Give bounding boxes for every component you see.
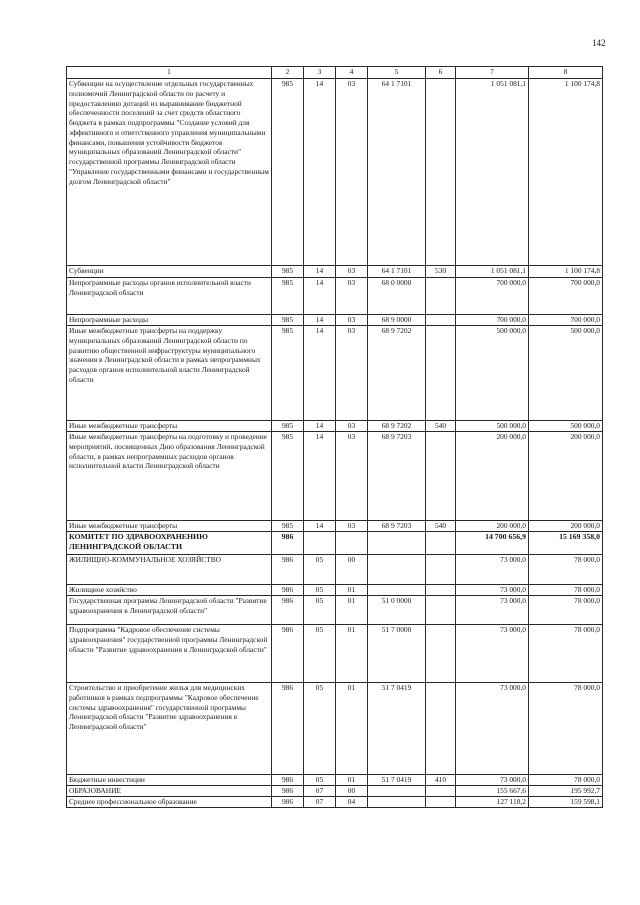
row-value-cell: 985 <box>272 79 304 266</box>
row-value-cell: 540 <box>426 521 456 532</box>
row-name-cell: Подпрограмма "Кадровое обеспечение системы здравоохранения" государственной программы Ленинградской области "Развитие здравоохранения в Ленинградской области" <box>67 625 272 683</box>
row-value-cell: 78 000,0 <box>529 596 603 625</box>
row-name-cell: Среднее профессиональное образование <box>67 797 272 808</box>
row-value-cell: 03 <box>336 521 368 532</box>
row-value-cell: 14 <box>304 79 336 266</box>
row-value-cell: 986 <box>272 683 304 775</box>
row-value-cell <box>426 585 456 596</box>
row-value-cell: 68 9 7203 <box>368 521 426 532</box>
row-name-cell: Непрограммные расходы органов исполнительной власти Ленинградской области <box>67 278 272 315</box>
row-value-cell: 200 000,0 <box>529 521 603 532</box>
row-value-cell: 1 051 081,1 <box>456 79 529 266</box>
row-value-cell: 14 <box>304 315 336 326</box>
row-value-cell: 15 169 358,0 <box>529 532 603 555</box>
row-value-cell: 03 <box>336 421 368 432</box>
row-value-cell: 68 9 7203 <box>368 432 426 521</box>
row-value-cell <box>426 797 456 808</box>
table-row <box>67 683 603 775</box>
row-value-cell: 530 <box>426 266 456 278</box>
row-value-cell: 03 <box>336 278 368 315</box>
row-value-cell: 700 000,0 <box>456 278 529 315</box>
row-value-cell: 985 <box>272 421 304 432</box>
row-value-cell <box>368 532 426 555</box>
row-value-cell: 05 <box>304 683 336 775</box>
row-value-cell: 159 598,1 <box>529 797 603 808</box>
row-value-cell: 500 000,0 <box>529 421 603 432</box>
row-value-cell: 985 <box>272 266 304 278</box>
row-name-cell: Строительство и приобретение жилья для медицинских работников в рамках подпрограммы "Кадровое обеспечение системы здравоохранения" государственной программы Ленинградской области "Развитие здравоохранения в Ленинградской области" <box>67 683 272 775</box>
row-value-cell: 01 <box>336 625 368 683</box>
row-name-cell: Жилищное хозяйство <box>67 585 272 596</box>
row-value-cell: 986 <box>272 596 304 625</box>
column-header: 8 <box>529 67 603 79</box>
row-value-cell: 985 <box>272 521 304 532</box>
table-row <box>67 625 603 683</box>
row-value-cell <box>426 326 456 421</box>
row-value-cell: 700 000,0 <box>456 315 529 326</box>
row-value-cell <box>426 532 456 555</box>
row-value-cell: 05 <box>304 555 336 585</box>
row-value-cell: 700 000,0 <box>529 315 603 326</box>
row-value-cell <box>426 786 456 797</box>
row-name-cell: Иные межбюджетные трансферты <box>67 421 272 432</box>
row-value-cell: 14 <box>304 266 336 278</box>
row-value-cell: 986 <box>272 775 304 786</box>
row-name-cell: Непрограммные расходы <box>67 315 272 326</box>
row-value-cell: 14 <box>304 421 336 432</box>
row-value-cell: 78 000,0 <box>529 625 603 683</box>
row-value-cell: 01 <box>336 585 368 596</box>
row-value-cell: 05 <box>304 775 336 786</box>
row-value-cell: 68 9 7202 <box>368 326 426 421</box>
row-value-cell: 200 000,0 <box>456 521 529 532</box>
row-value-cell: 73 000,0 <box>456 596 529 625</box>
row-value-cell: 05 <box>304 625 336 683</box>
row-name-cell: Бюджетные инвестиции <box>67 775 272 786</box>
table-row <box>67 326 603 421</box>
row-name-cell: ЖИЛИЩНО-КОММУНАЛЬНОЕ ХОЗЯЙСТВО <box>67 555 272 585</box>
row-value-cell: 200 000,0 <box>529 432 603 521</box>
row-value-cell: 200 000,0 <box>456 432 529 521</box>
row-value-cell: 985 <box>272 326 304 421</box>
row-value-cell: 68 9 0000 <box>368 315 426 326</box>
row-name-cell: Субвенции <box>67 266 272 278</box>
row-value-cell: 07 <box>304 797 336 808</box>
row-value-cell: 986 <box>272 532 304 555</box>
row-value-cell: 68 9 7202 <box>368 421 426 432</box>
row-value-cell: 195 992,7 <box>529 786 603 797</box>
column-header: 2 <box>272 67 304 79</box>
row-value-cell: 73 000,0 <box>456 555 529 585</box>
row-value-cell: 14 <box>304 432 336 521</box>
row-value-cell: 78 000,0 <box>529 683 603 775</box>
row-value-cell: 73 000,0 <box>456 585 529 596</box>
row-value-cell <box>368 786 426 797</box>
row-value-cell: 127 118,2 <box>456 797 529 808</box>
row-value-cell: 64 1 7101 <box>368 79 426 266</box>
column-header: 6 <box>426 67 456 79</box>
row-value-cell <box>336 532 368 555</box>
row-value-cell: 73 000,0 <box>456 775 529 786</box>
page-number: 142 <box>592 38 606 48</box>
row-value-cell: 73 000,0 <box>456 683 529 775</box>
row-value-cell: 64 1 7101 <box>368 266 426 278</box>
column-header: 7 <box>456 67 529 79</box>
row-value-cell: 05 <box>304 585 336 596</box>
row-value-cell: 05 <box>304 596 336 625</box>
row-value-cell: 14 <box>304 278 336 315</box>
column-header: 1 <box>67 67 272 79</box>
row-value-cell: 78 000,0 <box>529 585 603 596</box>
row-value-cell: 00 <box>336 555 368 585</box>
row-value-cell: 78 000,0 <box>529 555 603 585</box>
row-value-cell: 700 000,0 <box>529 278 603 315</box>
row-value-cell <box>426 625 456 683</box>
row-value-cell <box>426 683 456 775</box>
row-value-cell: 540 <box>426 421 456 432</box>
row-value-cell: 01 <box>336 775 368 786</box>
table-row <box>67 532 603 555</box>
row-name-cell: Иные межбюджетные трансферты на подготовку и проведение мероприятий, посвященных Дню образования Ленинградской области, в рамках непрограммных расходов органов исполнительной власти Ленинградской области <box>67 432 272 521</box>
row-value-cell: 01 <box>336 683 368 775</box>
row-value-cell: 986 <box>272 797 304 808</box>
table-row <box>67 596 603 625</box>
row-value-cell <box>426 432 456 521</box>
row-value-cell: 985 <box>272 432 304 521</box>
row-value-cell: 14 700 656,9 <box>456 532 529 555</box>
table-row <box>67 278 603 315</box>
row-value-cell: 500 000,0 <box>456 421 529 432</box>
table-row <box>67 315 603 326</box>
row-value-cell <box>368 585 426 596</box>
table-header-row <box>67 67 603 79</box>
row-name-cell: Иные межбюджетные трансферты <box>67 521 272 532</box>
table-row <box>67 432 603 521</box>
row-value-cell: 986 <box>272 786 304 797</box>
table-row <box>67 585 603 596</box>
row-value-cell: 51 7 0000 <box>368 625 426 683</box>
row-value-cell: 03 <box>336 266 368 278</box>
row-value-cell: 51 7 0419 <box>368 775 426 786</box>
row-name-cell: Субвенции на осуществление отдельных государственных полномочий Ленинградской области по расчету и предоставлению дотаций из выравнивание бюджетной обеспеченности поселений за счет средств областного бюджета в рамках подпрограммы "Создание условий для эффективного и ответственного управления муниципальными финансами, повышения устойчивости бюджетов муниципальных образований Ленинградской области" государственной программы Ленинградской области "Управление государственными финансами и государственным долгом Ленинградской области" <box>67 79 272 266</box>
row-value-cell: 03 <box>336 315 368 326</box>
row-value-cell: 1 100 174,8 <box>529 79 603 266</box>
column-header: 3 <box>304 67 336 79</box>
row-value-cell: 73 000,0 <box>456 625 529 683</box>
row-value-cell: 03 <box>336 326 368 421</box>
row-value-cell: 410 <box>426 775 456 786</box>
row-name-cell: КОМИТЕТ ПО ЗДРАВООХРАНЕНИЮ ЛЕНИНГРАДСКОЙ ОБЛАСТИ <box>67 532 272 555</box>
row-value-cell: 51 7 0419 <box>368 683 426 775</box>
row-value-cell: 07 <box>304 786 336 797</box>
row-value-cell: 986 <box>272 555 304 585</box>
table-row <box>67 266 603 278</box>
row-value-cell <box>426 278 456 315</box>
row-value-cell: 00 <box>336 786 368 797</box>
table-row <box>67 797 603 808</box>
row-value-cell: 986 <box>272 585 304 596</box>
budget-table <box>66 66 603 808</box>
row-value-cell: 500 000,0 <box>529 326 603 421</box>
row-value-cell: 985 <box>272 278 304 315</box>
row-value-cell <box>426 315 456 326</box>
row-value-cell <box>426 596 456 625</box>
column-header: 4 <box>336 67 368 79</box>
row-name-cell: Иные межбюджетные трансферты на поддержку муниципальных образований Ленинградской области по развитию общественной инфраструктуры муниципального значения в Ленинградской области в рамках непрограммных расходов органов исполнительной власти Ленинградской области <box>67 326 272 421</box>
table-row <box>67 555 603 585</box>
row-name-cell: ОБРАЗОВАНИЕ <box>67 786 272 797</box>
row-value-cell: 51 0 0000 <box>368 596 426 625</box>
table-row <box>67 521 603 532</box>
row-value-cell: 1 051 081,1 <box>456 266 529 278</box>
row-value-cell: 155 667,6 <box>456 786 529 797</box>
row-value-cell <box>368 797 426 808</box>
row-value-cell <box>426 79 456 266</box>
row-value-cell: 78 000,0 <box>529 775 603 786</box>
row-value-cell: 04 <box>336 797 368 808</box>
column-header: 5 <box>368 67 426 79</box>
table-row <box>67 775 603 786</box>
row-value-cell <box>304 532 336 555</box>
row-value-cell: 68 0 0000 <box>368 278 426 315</box>
table-row <box>67 786 603 797</box>
row-name-cell: Государственная программа Ленинградской области "Развитие здравоохранения в Ленинградской области" <box>67 596 272 625</box>
row-value-cell: 14 <box>304 521 336 532</box>
row-value-cell: 1 100 174,8 <box>529 266 603 278</box>
row-value-cell: 01 <box>336 596 368 625</box>
row-value-cell: 986 <box>272 625 304 683</box>
row-value-cell <box>368 555 426 585</box>
row-value-cell: 03 <box>336 432 368 521</box>
row-value-cell: 985 <box>272 315 304 326</box>
row-value-cell: 14 <box>304 326 336 421</box>
table-row <box>67 421 603 432</box>
table-row <box>67 79 603 266</box>
row-value-cell: 03 <box>336 79 368 266</box>
row-value-cell <box>426 555 456 585</box>
row-value-cell: 500 000,0 <box>456 326 529 421</box>
